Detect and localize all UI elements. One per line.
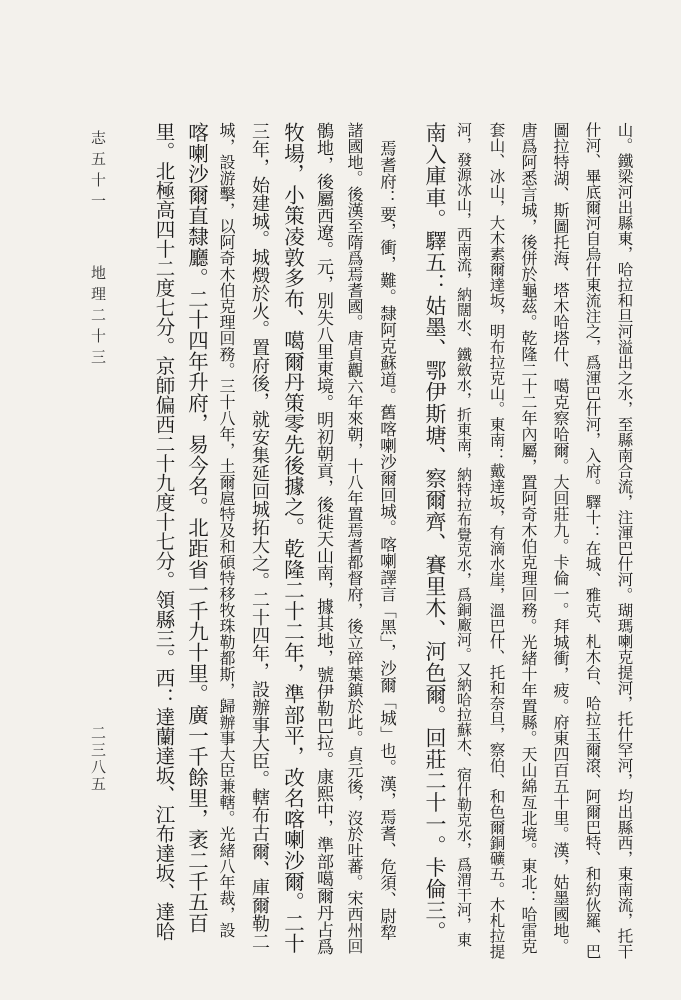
text-column-15: 里。北極高四十二度七分。京師偏西二十九度十七分。領縣三。西：達蘭達坂、江布達坂、達哈: [152, 122, 176, 941]
text-column-3: 圖拉特湖、斯圖托海、塔木哈塔什、噶克察哈爾。大回莊九。卡倫一。拜城衝，疲。府東四百五十里。漢，姑墨國地。: [551, 122, 570, 954]
text-column-1: 山。鐵梁河出縣東，哈拉和旦河溢出之水，至縣南合流，注渾巴什河。瑚瑪喇克提河，托什罕河，均出縣西，東南流，托干: [615, 122, 634, 959]
text-column-4: 唐爲阿悉言城，後併於龜茲。乾隆二十二年內屬，置阿奇木伯克理回務。光緒十年置縣。天山綿亙北境。東北：哈雷克: [519, 122, 538, 954]
text-column-9: 諸國地。後漢至隋爲焉耆國。唐貞觀六年來朝，十八年置焉耆都督府，後立碎葉鎮於此。貞元後，沒於吐蕃。宋西州回: [345, 122, 364, 954]
text-column-6: 河，發源冰山，西南流，納闊水、鐵斂水，折東南，納特拉布覺克水，爲銅廠河。又納哈拉蘇木、宿什勒克水，爲渭干河，東: [455, 122, 473, 947]
text-column-7: 南入庫車。驛五：姑墨、鄂伊斯塘、察爾齊、賽里木、河色爾。回莊二十一。卡倫三。: [423, 122, 447, 943]
text-column-13: 城，設游擊，以阿奇木伯克理回務。三十八年，土爾扈特及和碩特移牧珠勒都斯，歸辦事大臣兼轄。光緒八年裁，設: [217, 122, 236, 938]
text-column-8: 焉耆府：要，衝，難。隸阿克蘇道。舊喀喇沙爾回城。喀喇譯言「黑」，沙爾「城」也。漢，焉耆、危須、尉犂: [377, 140, 397, 941]
text-column-10: 鶻地，後屬西遼。元，別失八里東境。明初朝貢，後徙天山南，據其地，號伊勒巴拉。康熙中，準部噶爾丹占爲: [313, 122, 333, 955]
section-label: 地理二十三: [89, 265, 107, 370]
text-column-11: 牧場，小策凌敦多布、噶爾丹策零先後據之。乾隆二十二年，準部平，改名喀喇沙爾。二十: [280, 122, 305, 954]
text-column-14: 喀喇沙爾直隸廳。二十四年升府，易今名。北距省一千九十里。廣一千餘里，袤二千五百: [184, 122, 209, 934]
page-number: 二三八五: [89, 725, 107, 793]
volume-label: 志五十一: [89, 130, 107, 214]
text-column-2: 什河、畢底爾河自烏什東流注之，爲渾巴什河，入府。驛十：在城、雅克、札木台、哈拉玉爾滾、阿爾巴特、和約伙羅、巴: [583, 122, 602, 959]
text-column-5: 套山、冰山，大木素爾達坂，明布拉克山。東南：戴達坂，有滴水崖，溫巴什、托和奈旦，察伯、和色爾銅礦五。木札拉提: [487, 122, 506, 959]
text-column-12: 三年，始建城。城燬於火。置府後，就安集延回城拓大之。二十四年，設辦事大臣。轄布古爾、庫爾勒二: [249, 122, 270, 950]
